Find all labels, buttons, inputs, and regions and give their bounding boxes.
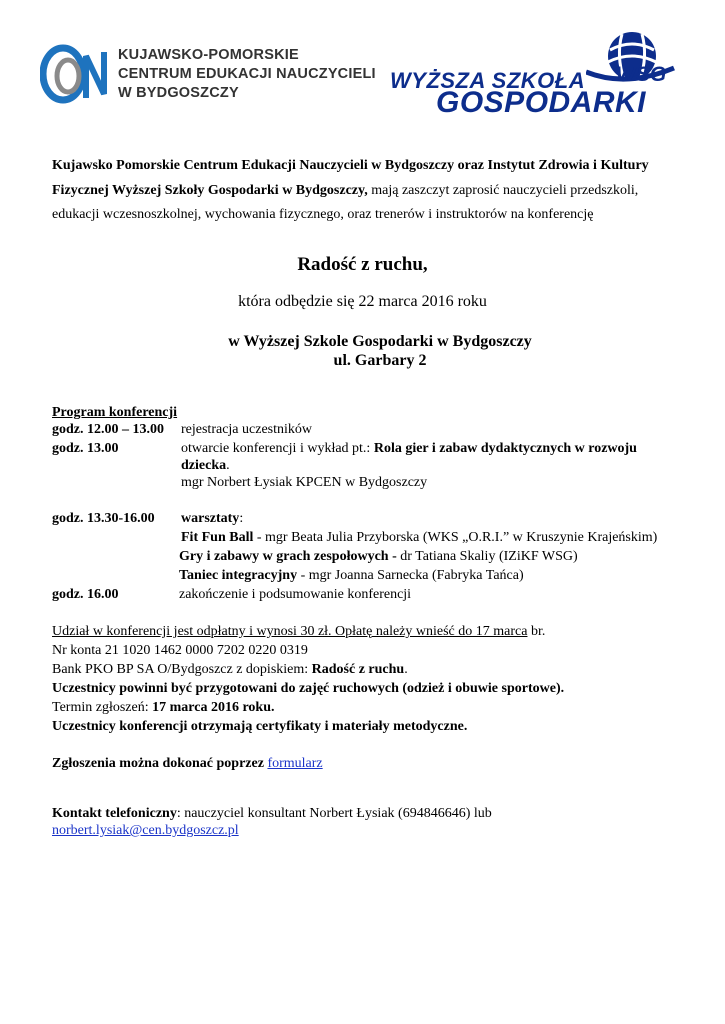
lecture-title-cont: dziecka [181,458,227,473]
intro-organizer: Fizycznej Wyższej Szkoły Gospodarki w Bydgoszczy, [52,183,368,198]
lecture-title: Rola gier i zabaw dydaktycznych w rozwoju [373,441,637,456]
workshop-2 [179,549,578,565]
program-time-3: godz. 13.30-16.00 [52,511,155,526]
bank-account: Nr konta 21 1020 1462 0000 7202 0220 0319 [52,643,308,658]
workshop-1 [181,530,657,546]
workshop-2-title: Gry i zabawy w grach zespołowych - [179,549,397,564]
lecture-title-dot: . [226,458,230,473]
conference-date: która odbędzie się 22 marca 2016 roku [238,293,487,310]
registration-form-link[interactable]: formularz [267,756,323,771]
program-time-4: godz. 16.00 [52,587,119,602]
intro-line-3: edukacji wczesnoszkolnej, wychowania fizycznego, oraz trenerów i instruktorów na konferencję [52,207,594,222]
workshops-label-text: warsztaty [181,511,240,526]
deadline-prefix: Termin zgłoszeń: [52,700,153,715]
program-item-2 [181,441,637,457]
registration-text: Zgłoszenia można dokonać poprzez [52,756,268,771]
lecture-speaker: mgr Norbert Łysiak KPCEN w Bydgoszczy [181,475,428,490]
cen-logo [38,38,378,110]
conference-title: Radość z ruchu, [297,254,428,275]
fee-suffix: br. [527,624,546,639]
intro-line-1-text: Kujawsko Pomorskie Centrum Edukacji Nauczycieli w Bydgoszczy oraz Instytut Zdrowia i Kultury [52,158,649,173]
contact-email-link[interactable]: norbert.lysiak@cen.bydgoszcz.pl [52,823,239,838]
registration-line [52,756,323,772]
wsg-abbreviation: WSG [616,63,667,86]
contact-text: : nauczyciel konsultant Norbert Łysiak (694846646) lub [176,806,492,821]
clothing-note: Uczestnicy powinni być przygotowani do zajęć ruchowych (odzież i obuwie sportowe). [52,681,565,696]
contact-label: Kontakt telefoniczny [52,806,177,821]
fee-line [52,624,545,640]
wsg-logo [388,28,688,118]
deadline-line [52,700,274,716]
intro-line-1 [52,158,649,174]
wsg-name-line-2: GOSPODARKI [436,86,647,119]
intro-invite: mają zaszczyt zaprosić nauczycieli przedszkoli, [367,183,639,198]
program-item-2-text: otwarcie konferencji i wykład pt.: [181,441,374,456]
cen-line-1: KUJAWSKO-POMORSKIE [118,47,299,63]
workshop-1-title: Fit Fun Ball [181,530,254,545]
venue-line-1: w Wyższej Szkole Gospodarki w Bydgoszczy [228,333,532,350]
cen-line-3: W BYDGOSZCZY [118,85,239,101]
program-time-1: godz. 12.00 – 13.00 [52,422,164,437]
workshop-1-leader: - mgr Beata Julia Przyborska (WKS „O.R.I.” w Kruszynie Krajeńskim) [253,530,658,545]
workshop-3 [179,568,524,584]
workshops-colon: : [239,511,244,526]
wsg-name-line-1: WYŻSZA SZKOŁA [390,68,586,93]
fee-text: Udział w konferencji jest odpłatny i wynosi 30 zł. Opłatę należy wnieść do 17 marca [52,624,528,639]
cen-name [118,46,376,103]
program-item-4: zakończenie i podsumowanie konferencji [179,587,412,602]
cen-line-2: CENTRUM EDUKACJI NAUCZYCIELI [118,66,376,82]
contact-line [52,806,492,822]
intro-line-2 [52,183,638,199]
program-time-2: godz. 13.00 [52,441,119,456]
bank-line [52,662,408,678]
workshops-label [181,511,243,527]
program-heading: Program konferencji [52,405,178,420]
program-item-1: rejestracja uczestników [181,422,312,437]
payment-title: Radość z ruchu [311,662,405,677]
deadline-date: 17 marca 2016 roku. [152,700,275,715]
contact-email-line [52,823,239,839]
venue-line-2: ul. Garbary 2 [333,352,427,369]
bank-prefix: Bank PKO BP SA O/Bydgoszcz z dopiskiem: [52,662,312,677]
bank-dot: . [404,662,408,677]
cen-logo-mark [38,38,114,110]
workshop-3-title: Taniec integracyjny [179,568,298,583]
certificates-note: Uczestnicy konferencji otrzymają certyfikaty i materiały metodyczne. [52,719,468,734]
workshop-2-leader: dr Tatiana Skaliy (IZiKF WSG) [396,549,578,564]
workshop-3-leader: - mgr Joanna Sarnecka (Fabryka Tańca) [297,568,524,583]
program-item-2-cont [181,458,230,474]
